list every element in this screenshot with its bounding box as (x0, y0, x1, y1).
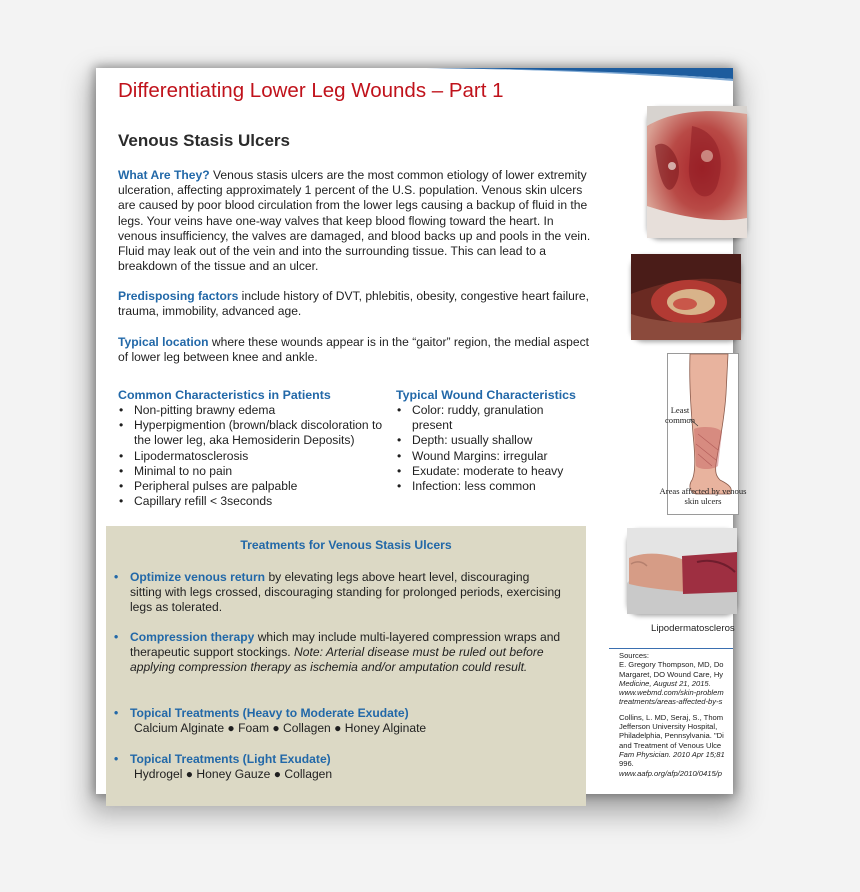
what-are-they-text: Venous stasis ulcers are the most common etiology of lower extremity ulceration, affecting approximately 1 percent of the U.S. population. Venous skin ulcers are caused by poor blood circulation from the lower legs causing a backup of fluid in the legs. Your veins have one-way valves that keep blood flowing toward the heart. In venous insufficiency, the valves are damaged, and blood backs up and pools in the vein. Fluid may leak out of the vein and into the surrounding tissue. This can lead to a breakdown of the tissue and an ulcer. (118, 168, 591, 274)
sources-block (619, 651, 733, 778)
venous-ulcer-photo-2 (631, 254, 741, 340)
bullet-icon: • (114, 570, 119, 584)
source-line: Collins, L. MD, Seraj, S., Thom (619, 712, 724, 722)
diagram-caption: Areas affected by venous skin ulcers (659, 486, 747, 506)
treatment-text: by elevating legs above heart level, discouraging sitting with legs crossed, discouraging standing for prolonged periods, exercising legs as tolerated. (130, 570, 561, 615)
list-item: • Exudate: moderate to heavy (396, 464, 578, 479)
list-item: • Capillary refill < 3seconds (118, 494, 388, 509)
treatment-products: Calcium Alginate ● Foam ● Collagen ● Honey Alginate (134, 721, 427, 736)
location-label: Typical location (118, 335, 209, 349)
treatment-label: Topical Treatments (Heavy to Moderate Exudate) (130, 706, 409, 720)
treatment-text: which may include multi-layered compression wraps and therapeutic support stockings. (130, 630, 561, 660)
wound-characteristics-list (396, 403, 578, 494)
patient-characteristics-list (118, 403, 388, 509)
source-line: Philadelphia, Pennsylvania. "Di (619, 731, 724, 741)
list-item: • Hyperpigmention (brown/black discoloration to the lower leg, aka Hemosiderin Deposits) (118, 418, 388, 448)
predisposing-text: include history of DVT, phlebitis, obesity, congestive heart failure, trauma, immobility, advanced age. (118, 289, 589, 319)
source-line: E. Gregory Thompson, MD, Do (619, 660, 724, 670)
treatments-box (106, 526, 586, 806)
treatment-label: Optimize venous return (130, 570, 266, 584)
bullet-icon: • (114, 630, 119, 644)
what-are-they-paragraph (118, 168, 594, 274)
treatment-note: Note: Arterial disease must be ruled out before applying compression therapy as ischemia and/or amputation could result. (130, 645, 544, 675)
treatment-item (114, 752, 562, 782)
list-item: • Color: ruddy, granulation present (396, 403, 578, 433)
least-common-label: Least common (664, 405, 696, 425)
list-item: • Minimal to no pain (118, 464, 388, 479)
source-line: Margaret, DO Wound Care, Hy (619, 669, 724, 679)
document-page (96, 68, 747, 794)
list-item: • Infection: less common (396, 479, 578, 494)
bullet-icon: • (114, 706, 119, 720)
page-title: Differentiating Lower Leg Wounds – Part 1 (118, 79, 504, 102)
treatments-title: Treatments for Venous Stasis Ulcers (240, 538, 452, 552)
list-item: • Non-pitting brawny edema (118, 403, 388, 418)
source-line: Medicine, August 21, 2015. (619, 678, 711, 688)
source-link[interactable]: www.webmd.com/skin-problem (619, 688, 724, 698)
leg-diagram (659, 353, 747, 515)
patient-characteristics-heading: Common Characteristics in Patients (118, 388, 331, 402)
predisposing-label: Predisposing factors (118, 289, 239, 303)
list-item: • Wound Margins: irregular (396, 449, 578, 464)
sources-divider (609, 648, 733, 649)
section-title: Venous Stasis Ulcers (118, 131, 290, 150)
sources-heading: Sources: (619, 651, 649, 660)
list-item: • Depth: usually shallow (396, 433, 578, 448)
lipodermatosclerosis-photo (627, 528, 737, 614)
list-item: • Peripheral pulses are palpable (118, 479, 388, 494)
treatment-item (114, 706, 562, 736)
source-line: Jefferson University Hospital, (619, 722, 718, 732)
treatment-item (114, 630, 562, 676)
what-are-they-label: What Are They? (118, 168, 210, 182)
treatment-label: Compression therapy (130, 630, 255, 644)
list-item: • Lipodermatosclerosis (118, 449, 388, 464)
source-link[interactable]: treatments/areas-affected-by-s (619, 697, 723, 707)
predisposing-paragraph (118, 289, 594, 319)
wound-characteristics-heading: Typical Wound Characteristics (396, 388, 576, 402)
treatment-label: Topical Treatments (Light Exudate) (130, 752, 331, 766)
source-line: and Treatment of Venous Ulce (619, 740, 722, 750)
source-line: 996. (619, 759, 634, 769)
location-text: where these wounds appear is in the “gaitor” region, the medial aspect of lower leg between knee and ankle. (118, 335, 589, 365)
location-paragraph (118, 335, 594, 365)
lipodermatosclerosis-caption: Lipodermatoscleros (651, 623, 735, 634)
treatment-products: Hydrogel ● Honey Gauze ● Collagen (134, 767, 333, 782)
venous-ulcer-photo-1 (647, 106, 747, 238)
treatment-item (114, 570, 562, 616)
bullet-icon: • (114, 752, 119, 766)
source-link[interactable]: www.aafp.org/afp/2010/0415/p (619, 768, 723, 778)
source-line: Fam Physician. 2010 Apr 15;81 (619, 749, 725, 759)
